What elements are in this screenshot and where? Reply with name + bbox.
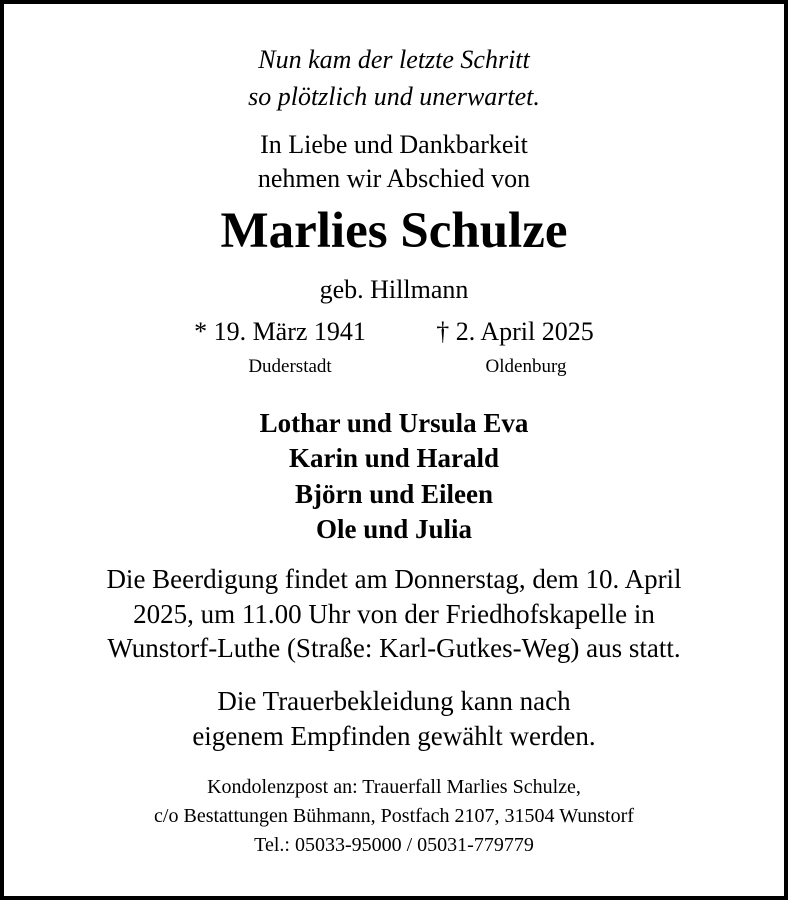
family-member-4: Ole und Julia — [315, 514, 473, 544]
funeral-line-1: Die Beerdigung findet am Donnerstag, dem 10. April — [106, 564, 682, 594]
motto-line-1: Nun kam der letzte Schritt — [258, 45, 530, 74]
intro-line-1: In Liebe und Dankbarkeit — [260, 130, 528, 159]
motto-line-2: so plötzlich und unerwartet. — [248, 82, 540, 111]
intro-line-2: nehmen wir Abschied von — [257, 164, 531, 193]
family-member-2: Karin und Harald — [288, 443, 500, 473]
deceased-name: Marlies Schulze — [220, 203, 568, 259]
contact-line-3: Tel.: 05033-95000 / 05031-779779 — [254, 834, 534, 856]
funeral-line-2: 2025, um 11.00 Uhr von der Friedhofskapelle in — [133, 599, 655, 629]
funeral-line-3: Wunstorf-Luthe (Straße: Karl-Gutkes-Weg) aus statt. — [107, 633, 681, 663]
death-date: † 2. April 2025 — [436, 317, 594, 346]
attire-line-2: eigenem Empfinden gewählt werden. — [192, 721, 596, 751]
death-place: Oldenburg — [485, 356, 567, 377]
contact-line-1: Kondolenzpost an: Trauerfall Marlies Schulze, — [207, 776, 581, 798]
birth-date: * 19. März 1941 — [194, 317, 366, 346]
attire-line-1: Die Trauerbekleidung kann nach — [217, 686, 571, 716]
family-member-1: Lothar und Ursula Eva — [259, 408, 529, 438]
birth-name: geb. Hillmann — [319, 275, 469, 304]
birth-place: Duderstadt — [248, 356, 332, 377]
family-member-3: Björn und Eileen — [294, 479, 494, 509]
contact-line-2: c/o Bestattungen Bühmann, Postfach 2107, 31504 Wunstorf — [154, 805, 634, 827]
